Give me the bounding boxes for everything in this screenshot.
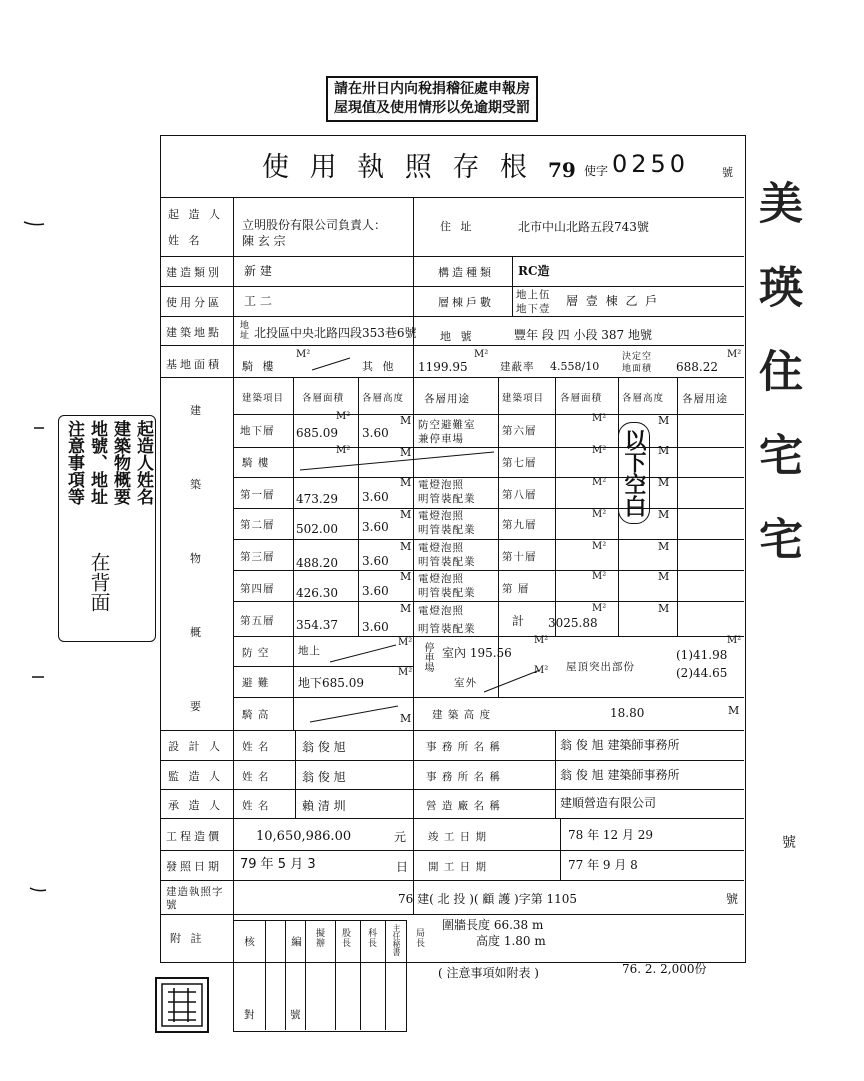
approve-col: 局長 — [414, 928, 424, 948]
contractor-name-label: 姓 名 — [242, 800, 270, 812]
cost-unit: 元 — [394, 830, 407, 844]
unit-mark: M² — [592, 571, 607, 582]
side-label-3: 概 — [190, 626, 204, 639]
side-note-line: 起造人姓名 — [133, 420, 153, 505]
approval-divider — [360, 920, 361, 1030]
unit-mark: M — [400, 540, 412, 553]
shelter-label2: 避 難 — [242, 677, 270, 689]
floor-height: 3.60 — [362, 426, 389, 440]
official-seal-icon — [154, 976, 210, 1034]
right-edge-suffix: 號 — [782, 835, 796, 851]
struct-label: 構造種類 — [438, 266, 494, 279]
unit-mark: M² — [534, 635, 549, 646]
floor-label-right: 第七層 — [502, 457, 537, 469]
unit-mark: M² — [336, 411, 351, 422]
site-value: 北投區中央北路四段353巷6號 — [254, 326, 417, 340]
site-sub: 地址 — [238, 320, 248, 340]
h-use-right: 各層用途 — [682, 393, 728, 405]
designer-name: 翁 俊 旭 — [302, 740, 346, 754]
floor-label-right: 第十層 — [502, 551, 537, 563]
floor-area: 473.29 — [296, 492, 338, 506]
cost-label: 工程造價 — [166, 830, 222, 843]
approve-col: 擬辦 — [314, 928, 324, 948]
finish-label: 竣 工 日 期 — [428, 831, 488, 843]
h-item-left: 建築項目 — [242, 393, 285, 404]
unit-mark: M — [400, 508, 412, 521]
shelter-below: 地下685.09 — [298, 676, 364, 690]
address-value: 北市中山北路五段743號 — [518, 220, 649, 234]
approval-divider — [285, 920, 286, 1030]
floor-height: 3.60 — [362, 554, 389, 568]
floor-use2: 明管裝配業 — [418, 493, 476, 505]
plan-value: 688.22 — [676, 360, 718, 374]
title-suffix: 號 — [722, 166, 733, 179]
approve-bottom: 號 — [290, 1009, 302, 1021]
unit-mark: M — [658, 444, 670, 457]
approve-col: 科長 — [366, 928, 376, 948]
permit-label: 建造執照字號 — [166, 886, 224, 911]
approve-col: 主任秘書 — [392, 924, 401, 956]
qilou-label: 騎 樓 — [242, 360, 277, 373]
strike-shelter-above — [330, 645, 396, 662]
h-area-left: 各層面積 — [302, 393, 345, 404]
parking-label: 停車場 — [422, 642, 433, 672]
total-value: 3025.88 — [548, 616, 598, 630]
parking-in: 室內 195.56 — [442, 646, 512, 660]
edge-marks — [0, 0, 60, 1081]
unit-mark: M² — [398, 667, 413, 678]
bldg-height-value: 18.80 — [610, 706, 645, 720]
unit-mark: M² — [592, 541, 607, 552]
use-zone-value: 工 二 — [244, 294, 272, 308]
side-note-line: 注意事項等 — [64, 420, 84, 505]
use-zone-label: 使用分區 — [166, 296, 222, 309]
edge-mark — [30, 888, 46, 891]
unit-mark: M — [400, 414, 412, 427]
finish-value: 78 年 12 月 29 — [568, 828, 654, 842]
floor-height: 3.60 — [362, 520, 389, 534]
coverage-value: 4.558/10 — [550, 360, 600, 373]
approval-divider — [305, 920, 306, 1030]
side-note-back: 在背面 — [87, 552, 111, 612]
print-code: 76. 2. 2,000份 — [622, 962, 707, 976]
shelter-above: 地上 — [298, 645, 321, 657]
type-label: 建造類別 — [166, 266, 222, 279]
supervisor-name-label: 姓 名 — [242, 771, 270, 783]
floor-use1: 防空避難室 — [418, 419, 476, 431]
unit-mark: M — [400, 602, 412, 615]
designer-name-label: 姓 名 — [242, 741, 270, 753]
floors-above: 地上伍 — [516, 289, 551, 301]
floor-use1: 電燈泡照 — [418, 510, 464, 522]
designer-label: 設 計 人 — [168, 740, 223, 753]
floor-label: 地下層 — [240, 425, 275, 437]
strike-qilou — [312, 358, 350, 370]
unit-mark: M² — [592, 413, 607, 424]
floors-below: 地下壹 — [516, 303, 551, 315]
floor-use1: 電燈泡照 — [418, 573, 464, 585]
unit-mark: M — [658, 414, 670, 427]
unit-mark: M — [658, 508, 670, 521]
floor-use2: 明管裝配業 — [418, 587, 476, 599]
unit-mark: M — [400, 570, 412, 583]
side-label-1: 築 — [190, 478, 204, 491]
approval-divider — [385, 920, 386, 1030]
side-label-4: 要 — [190, 700, 204, 713]
floor-area: 488.20 — [296, 556, 338, 570]
site-label: 建築地點 — [166, 326, 222, 339]
permit-suffix: 號 — [726, 892, 739, 906]
tax-notice-line1: 請在卅日内向稅捐稽征處申報房 — [334, 81, 530, 97]
floor-use1: 電燈泡照 — [418, 479, 464, 491]
reference-note: ( 注意事項如附表 ) — [438, 966, 539, 980]
other-unit: M² — [474, 349, 489, 360]
floor-use2: 明管裝配業 — [418, 623, 476, 635]
title-year: 79 — [548, 158, 576, 182]
strike-qilou-row — [300, 452, 494, 470]
type-value: 新 建 — [244, 264, 272, 278]
h-area-right: 各層面積 — [560, 393, 603, 404]
strike-parking-out — [484, 670, 540, 692]
supervisor-label: 監 造 人 — [168, 770, 223, 783]
unit-mark: M² — [336, 445, 351, 456]
floor-height: 3.60 — [362, 620, 389, 634]
h-height-left: 各層高度 — [362, 393, 405, 404]
total-label: 計 — [512, 614, 525, 628]
lot-value: 豐年 段 四 小段 387 地號 — [514, 328, 652, 342]
h-use-left: 各層用途 — [424, 393, 470, 405]
other-value: 1199.95 — [418, 360, 468, 374]
roof-2: (2)44.65 — [676, 666, 728, 680]
unit-mark: M² — [398, 637, 413, 648]
side-note-line: 地號、地址 — [87, 420, 107, 505]
qilou-unit: M² — [296, 349, 311, 360]
unit-mark: M — [658, 602, 670, 615]
floor-use2: 兼停車場 — [418, 433, 464, 445]
area-label: 基地面積 — [166, 358, 222, 371]
contractor-name: 賴 清 圳 — [302, 799, 346, 813]
fence-length: 圍牆長度 66.38 m — [442, 918, 544, 932]
seal-outer — [156, 978, 208, 1032]
floor-label: 第三層 — [240, 551, 275, 563]
unit-mark: M² — [592, 445, 607, 456]
supervisor-name: 翁 俊 旭 — [302, 770, 346, 784]
unit-mark: M — [658, 570, 670, 583]
title-number: 0250 — [612, 150, 690, 178]
side-note-line: 建築物概要 — [110, 420, 130, 505]
floor-label: 第一層 — [240, 489, 275, 501]
roof-label: 屋頂突出部份 — [566, 661, 635, 673]
supervisor-office-label: 事 務 所 名 稱 — [426, 771, 501, 783]
lot-label: 地 號 — [440, 330, 475, 343]
floor-label-right: 第九層 — [502, 519, 537, 531]
floor-area: 685.09 — [296, 426, 338, 440]
side-note — [64, 420, 152, 505]
h-item-right: 建築項目 — [502, 393, 545, 404]
floor-use1: 電燈泡照 — [418, 542, 464, 554]
start-label: 開 工 日 期 — [428, 861, 488, 873]
tax-notice-line2: 屋現值及使用情形以免逾期受罰 — [334, 100, 530, 116]
roof-1: (1)41.98 — [676, 648, 728, 662]
plan-label1: 決定空 — [622, 352, 653, 362]
builder-line1: 立明股份有限公司負責人： — [242, 218, 387, 232]
floor-height: 3.60 — [362, 490, 389, 504]
permit-value: 76 建( 北 投 )( 顧 護 )字第 1105 — [398, 892, 578, 906]
floor-area: 502.00 — [296, 522, 338, 536]
note-label: 附 註 — [170, 932, 205, 945]
shelter-label1: 防 空 — [242, 647, 270, 659]
approve-bottom: 對 — [244, 1009, 256, 1021]
builder-label: 起 造 人 — [168, 208, 223, 221]
fence-height: 高度 1.80 m — [476, 934, 546, 948]
side-label-2: 物 — [190, 552, 204, 565]
unit-mark: M — [400, 476, 412, 489]
builder-name-label: 姓 名 — [168, 234, 203, 247]
unit-mark: M² — [592, 603, 607, 614]
plan-label2: 地面積 — [622, 364, 653, 374]
unit-mark: M — [728, 704, 740, 717]
unit-mark: M² — [592, 509, 607, 520]
address-label: 住 址 — [440, 220, 475, 233]
floor-label-right: 第 層 — [502, 583, 530, 595]
title-word: 使字 — [584, 164, 609, 178]
arcade-height-label: 騎 高 — [242, 709, 270, 721]
right-edge-chars: 美瑛住宅宅 — [751, 180, 802, 600]
issue-value: 79 年 5 月 3 — [240, 857, 316, 872]
edge-mark — [24, 222, 44, 225]
approval-divider — [335, 920, 336, 1030]
floor-label-right: 第六層 — [502, 425, 537, 437]
unit-mark: M — [400, 446, 412, 459]
struct-value: RC造 — [518, 264, 550, 278]
floor-label: 騎 樓 — [242, 457, 270, 469]
blank-note: 以下空白 — [618, 422, 650, 524]
floor-use1: 電燈泡照 — [418, 605, 464, 617]
floor-height: 3.60 — [362, 584, 389, 598]
issue-day: 日 — [396, 860, 409, 874]
unit-mark: M² — [727, 635, 742, 646]
plan-unit: M² — [727, 349, 742, 360]
unit-mark: M² — [534, 665, 549, 676]
unit-mark: M — [400, 712, 412, 725]
floor-use2: 明管裝配業 — [418, 556, 476, 568]
approve-col: 編 — [290, 936, 302, 948]
supervisor-office: 翁 俊 旭 建築師事務所 — [560, 768, 680, 782]
unit-mark: M — [658, 476, 670, 489]
contractor-factory: 建順營造有限公司 — [560, 796, 657, 810]
bldg-height-label: 建 築 高 度 — [432, 709, 492, 721]
strike-arcade — [310, 706, 398, 722]
side-label-0: 建 — [190, 404, 204, 417]
floor-label: 第二層 — [240, 519, 275, 531]
floors-value: 層 壹 棟 乙 戶 — [566, 294, 660, 308]
designer-office-label: 事 務 所 名 稱 — [426, 741, 501, 753]
cost-value: 10,650,986.00 — [256, 829, 352, 844]
form-title: 使 用 執 照 存 根 — [262, 152, 533, 183]
floor-label: 第四層 — [240, 583, 275, 595]
h-height-right: 各層高度 — [622, 393, 665, 404]
parking-out: 室外 — [454, 677, 477, 689]
other-label: 其 他 — [362, 360, 397, 373]
approve-col: 核 — [243, 936, 255, 948]
floor-area: 426.30 — [296, 586, 338, 600]
coverage-label: 建蔽率 — [500, 361, 535, 373]
floor-area: 354.37 — [296, 618, 338, 632]
start-value: 77 年 9 月 8 — [568, 858, 638, 872]
floor-label-right: 第八層 — [502, 489, 537, 501]
floors-label: 層棟戶數 — [438, 296, 494, 309]
floor-label: 第五層 — [240, 615, 275, 627]
contractor-label: 承 造 人 — [168, 799, 223, 812]
designer-office: 翁 俊 旭 建築師事務所 — [560, 738, 680, 752]
unit-mark: M — [658, 540, 670, 553]
approval-divider — [265, 920, 266, 1030]
issue-label: 發照日期 — [166, 860, 222, 873]
unit-mark: M² — [592, 477, 607, 488]
contractor-factory-label: 營 造 廠 名 稱 — [426, 800, 501, 812]
builder-line2: 陳 玄 宗 — [242, 234, 286, 248]
approve-col: 股長 — [340, 928, 350, 948]
floor-use2: 明管裝配業 — [418, 524, 476, 536]
seal-glyph — [168, 988, 196, 1022]
